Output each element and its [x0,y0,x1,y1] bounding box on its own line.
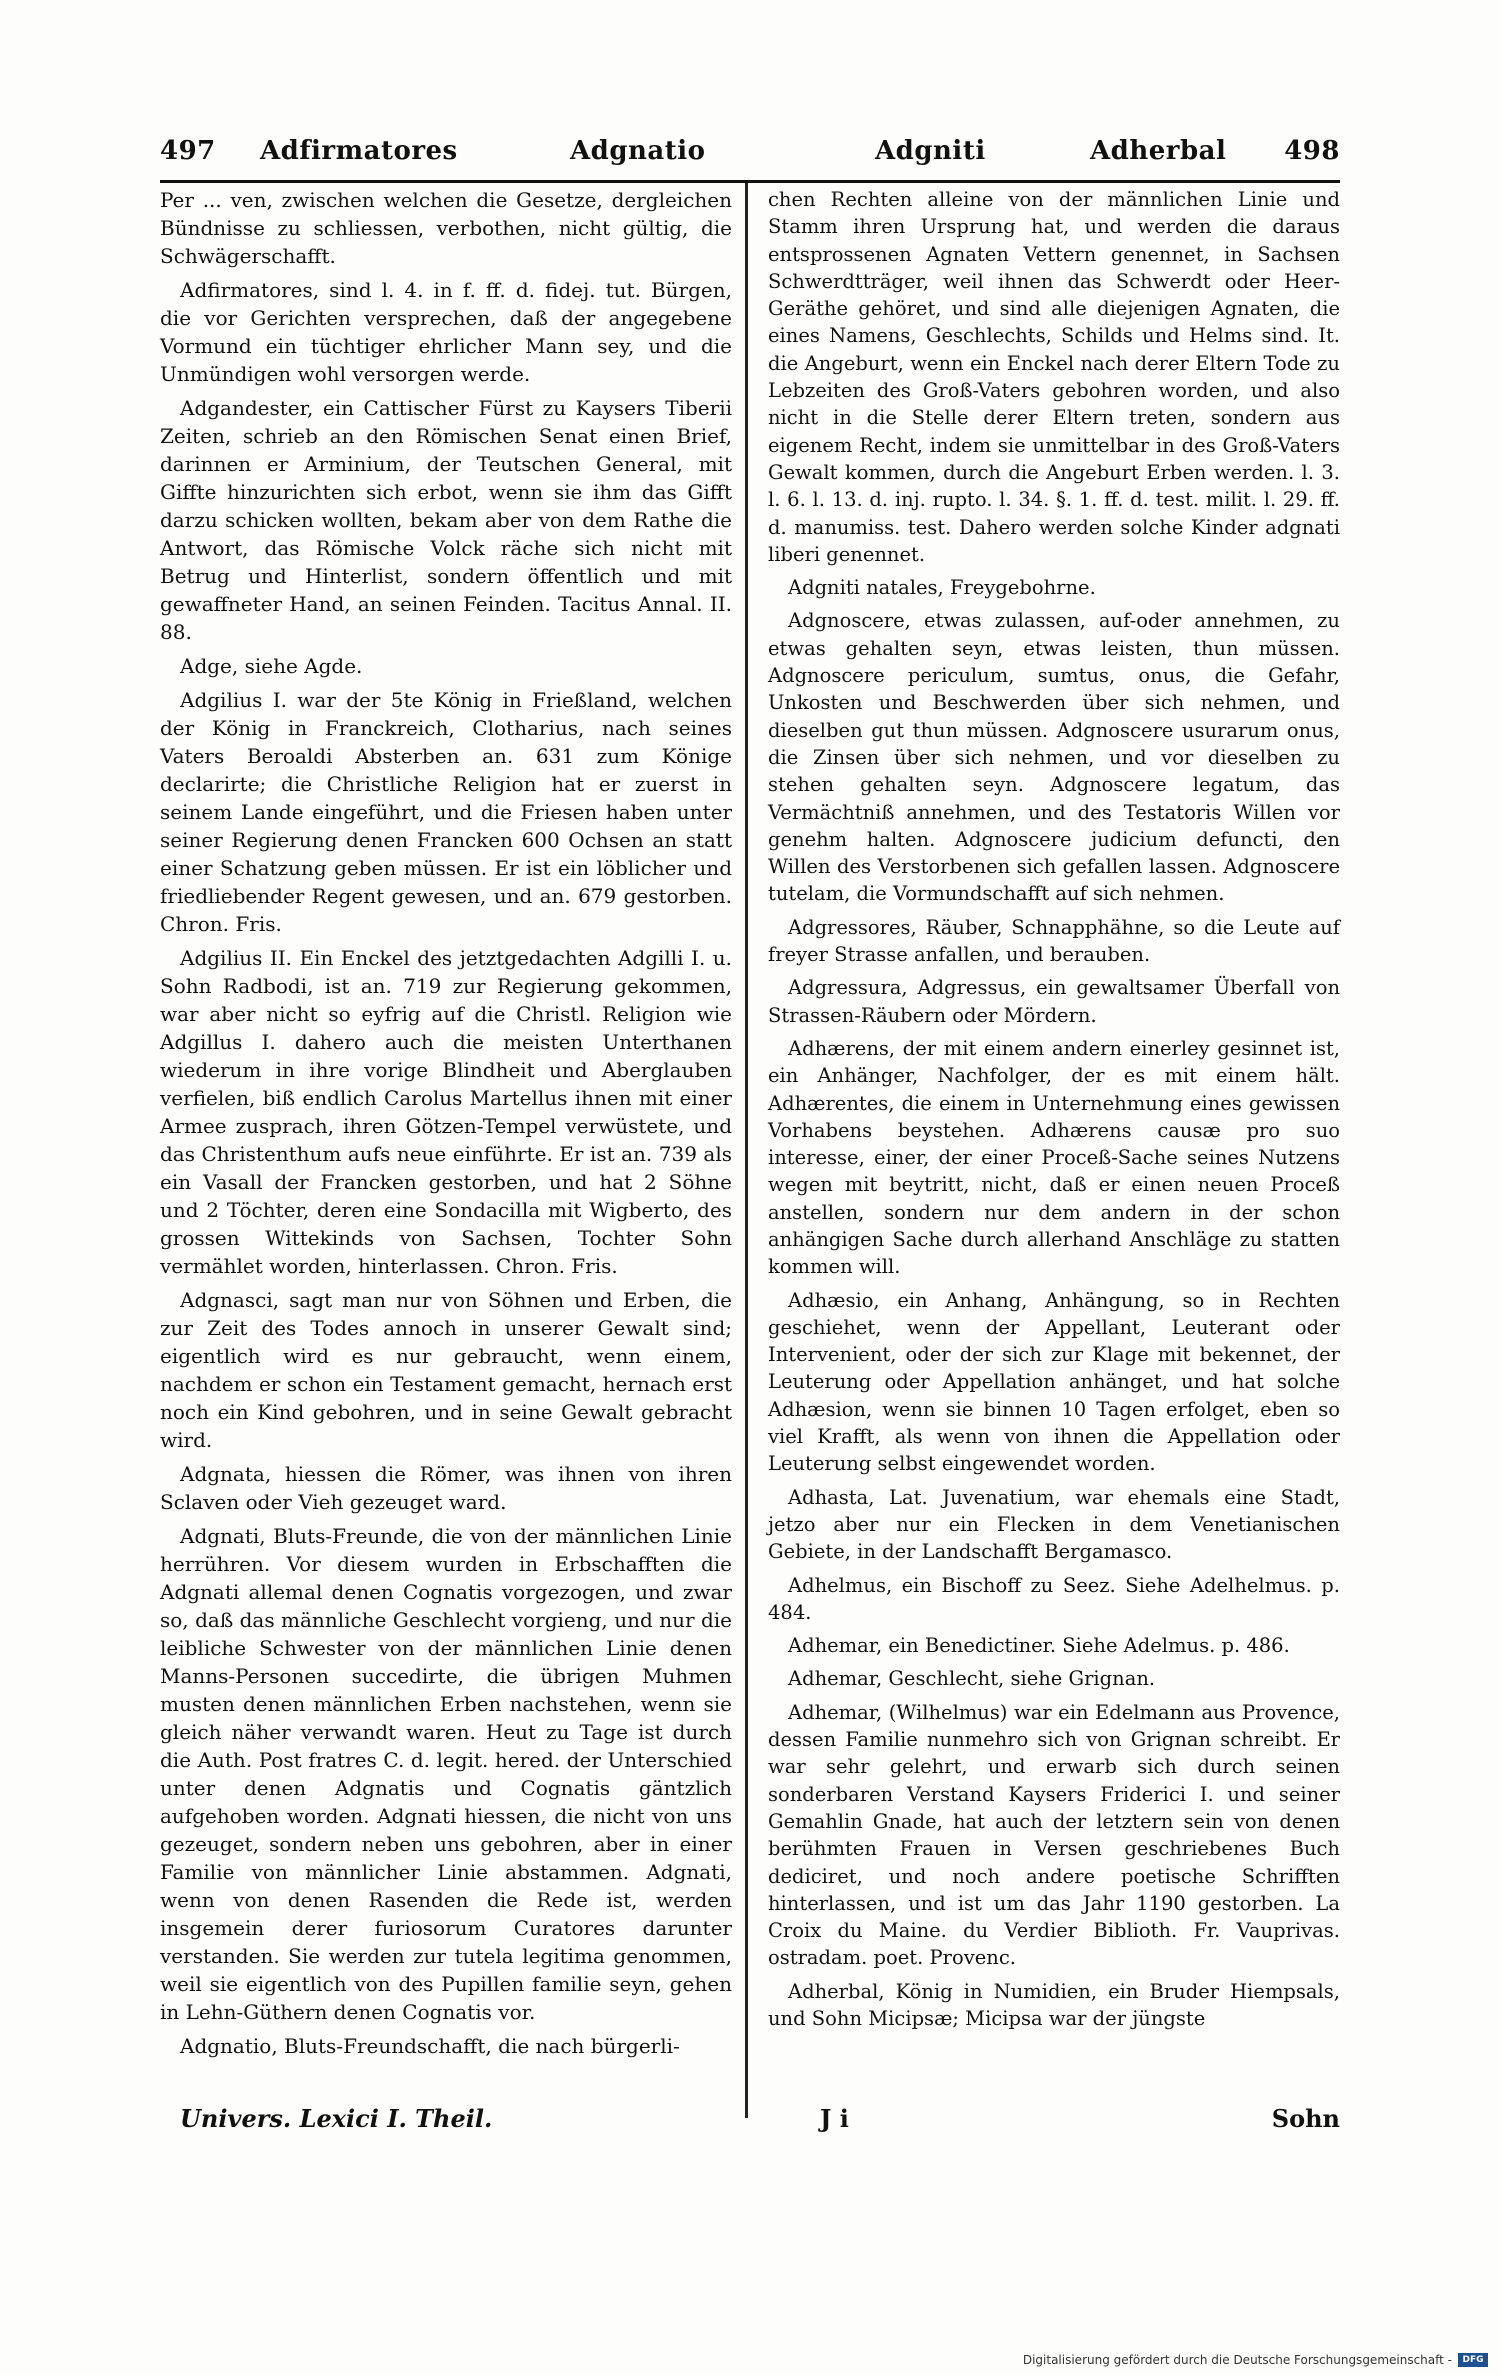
keyword-center-left: Adgnatio [570,136,706,166]
entry-paragraph: Adhemar, ein Benedictiner. Siehe Adelmus. p. 486. [788,1634,1290,1658]
keyword-center-right: Adgniti [875,136,986,166]
entry-paragraph: Adherbal, König in Numidien, ein Bruder Hiempsals, und Sohn Micipsæ; Micipsa war der jüngste [768,1979,1340,2030]
keyword-right: Adherbal [1090,136,1227,166]
entry-paragraph: Adgandester, ein Cattischer Fürst zu Kaysers Tiberii Zeiten, schrieb an den Römischen Senat einen Brief, darinnen er Arminium, der Teutschen General, mit Giffte hinzurichten sich erbot, wenn sie ihm das Gifft darzu schicken wollten, bekam aber von dem Rathe die Antwort, das Römische Volck räche sich nicht mit Betrug und Hinterlist, sondern öffentlich und mit gewaffneter Hand, an seinen Feinden. Tacitus Annal. II. 88. [160,396,732,644]
entry-paragraph: Adgnati, Bluts-Freunde, die von der männlichen Linie herrühren. Vor diesem wurden in Erbschafften die Adgnati allemal denen Cognatis vorgezogen, und zwar so, daß das männliche Geschlecht vorgieng, und nur die leibliche Schwester von der männlichen Linie denen Manns-Personen succedirte, die übrigen Muhmen musten denen männlichen Erben nachstehen, wenn sie gleich näher verwandt waren. Heut zu Tage ist durch die Auth. Post fratres C. d. legit. hered. der Unterschied unter denen Adgnatis und Cognatis gäntzlich aufgehoben worden. Adgnati hiessen, die nicht von uns gezeuget, sondern neben uns gebohren, aber in einer Familie von männlicher Linie abstammen. Adgnati, wenn von denen Rasenden die Rede ist, werden insgemein derer furiosorum Curatores darunter verstanden. Sie werden zur tutela legitima genommen, weil sie eigentlich von des Pupillen familie seyn, gehen in Lehn-Güthern denen Cognatis vor. [160,1524,732,2024]
entry-paragraph: Per ... ven, zwischen welchen die Gesetze, dergleichen Bündnisse zu schliessen, verbothen, nicht gültig, die Schwägerschafft. [160,188,732,268]
entry-paragraph: Adhemar, (Wilhelmus) war ein Edelmann aus Provence, dessen Familie nunmehro sich von Grignan schreibt. Er war sehr gelehrt, und erwarb sich durch seinen sonderbaren Verstand Kaysers Friderici I. und seiner Gemahlin Gnade, hat auch der letztern sein von denen berühmten Frauen in Versen geschriebenes Buch dediciret, und noch andere poetische Schrifften hinterlassen, und ist um das Jahr 1190 gestorben. La Croix du Maine. du Verdier Biblioth. Fr. Vauprivas. ostradam. poet. Provenc. [768,1700,1340,1970]
digitization-credit [1023,2353,1488,2367]
footer-signature: J i [820,2104,849,2133]
entry-paragraph: chen Rechten alleine von der männlichen Linie und Stamm ihren Ursprung hat, und werden die daraus entsprossenen Agnaten Vettern genennet, in Sachsen Schwerdtträger, weil ihnen das Schwerdt oder Heer-Geräthe gehöret, und sind alle diejenigen Agnaten, die eines Namens, Geschlechts, Schilds und Helms sind. It. die Angeburt, wenn ein Enckel nach derer Eltern Tode zu Lebzeiten des Groß-Vaters gebohren worden, und also nicht in die Stelle derer Eltern treten, sondern aus eigenem Recht, indem sie unmittelbar in des Groß-Vaters Gewalt kommen, durch die Angeburt Erben werden. l. 3. l. 6. l. 13. d. inj. rupto. l. 34. §. 1. ff. d. test. milit. l. 29. ff. d. manumiss. test. Dahero werden solche Kinder adgnati liberi genennet. [768,188,1340,566]
entry-paragraph: Adhæsio, ein Anhang, Anhängung, so in Rechten geschiehet, wenn der Appellant, Leuterant oder Intervenient, oder der sich zur Klage mit bekennet, der Leuterung oder Appellation anhänget, und hat solche Adhæsion, wenn sie binnen 10 Tagen erfolget, eben so viel Krafft, als wenn von ihnen die Appellation oder Leuterung selbst eingewendet worden. [768,1288,1340,1476]
entry-paragraph: Adgressores, Räuber, Schnapphähne, so die Leute auf freyer Strasse anfallen, und berauben. [768,915,1340,967]
entry-paragraph: Adgnasci, sagt man nur von Söhnen und Erben, die zur Zeit des Todes annoch in unserer Gewalt sind; eigentlich wird es nur gebraucht, wenn einem, nachdem er schon ein Testament gemacht, hernach erst noch ein Kind gebohren, und in seine Gewalt gebracht wird. [160,1288,732,1452]
page-number-right: 498 [1284,136,1340,166]
entry-paragraph: Adgnatio, Bluts-Freundschafft, die nach bürgerli- [180,2034,680,2058]
entry-paragraph: Adhelmus, ein Bischoff zu Seez. Siehe Adelhelmus. p. 484. [768,1573,1340,1624]
entry-paragraph: Adgressura, Adgressus, ein gewaltsamer Überfall von Strassen-Räubern oder Mördern. [768,976,1340,1027]
entry-paragraph: Adgnoscere, etwas zulassen, auf-oder annehmen, zu etwas gehalten seyn, etwas leisten, thun müssen. Adgnoscere periculum, sumtus, onus, die Gefahr, Unkosten und Beschwerden über sich nehmen, und dieselben gut thun müssen. Adgnoscere usurarum onus, die Zinsen über sich nehmen, und vor dieselben zu stehen gehalten seyn. Adgnoscere legatum, das Vermächtniß annehmen, und des Testatoris Willen vor genehm halten. Adgnoscere judicium defuncti, den Willen des Verstorbenen sich gefallen lassen. Adgnoscere tutelam, die Vormundschafft auf sich nehmen. [768,609,1340,906]
entry-paragraph: Adhemar, Geschlecht, siehe Grignan. [788,1667,1156,1691]
entry-paragraph: Adgnata, hiessen die Römer, was ihnen von ihren Sclaven oder Vieh gezeuget ward. [160,1462,732,1514]
page-number-left: 497 [160,136,216,166]
entry-paragraph: Adhasta, Lat. Juvenatium, war ehemals eine Stadt, jetzo aber nur ein Flecken in dem Venetianischen Gebiete, in der Landschafft Bergamasco. [768,1485,1340,1564]
entry-paragraph: Adge, siehe Agde. [180,654,363,678]
entry-paragraph: Adfirmatores, sind l. 4. in f. ff. d. fidej. tut. Bürgen, die vor Gerichten versprechen, daß der angegebene Vormund ein tüchtiger ehrlicher Mann sey, und die Unmündigen wohl versorgen werde. [160,278,732,386]
column-divider [745,183,748,2118]
left-column [160,186,732,2066]
credit-text: Digitalisierung gefördert durch die Deutsche Forschungsgemeinschaft - [1022,2353,1452,2367]
right-column [768,186,1340,2038]
entry-paragraph: Adgilius I. war der 5te König in Frießland, welchen der König in Franckreich, Clotharius, nach seines Vaters Beroaldi Absterben an. 631 zum Könige declarirte; die Christliche Religion hat er zuerst in seinem Lande eingeführt, und die Friesen haben unter seiner Regierung denen Francken 600 Ochsen an statt einer Schatzung geben müssen. Er ist ein löblicher und friedliebender Regent gewesen, und an. 679 gestorben. Chron. Fris. [160,688,732,936]
footer-volume-title: Univers. Lexici I. Theil. [180,2104,493,2133]
header-rule [160,180,1340,183]
running-header [160,130,1340,176]
entry-paragraph: Adgilius II. Ein Enckel des jetztgedachten Adgilli I. u. Sohn Radbodi, ist an. 719 zur Regierung gekommen, war aber nicht so eyfrig auf die Christl. Religion wie Adgillus I. dahero auch die meisten Unterthanen wiederum in ihre vorige Blindheit und Aberglauben verfielen, biß endlich Carolus Martellus ihnen mit einer Armee zusprach, ihren Götzen-Tempel verwüstete, und das Christenthum aufs neue einführte. Er ist an. 739 als ein Vasall der Francken gestorben, und hat 2 Söhne und 2 Töchter, deren eine Sondacilla mit Wigberto, des grossen Wittekinds von Sachsen, Tochter Sohn vermählet worden, hinterlassen. Chron. Fris. [160,946,732,1278]
keyword-left: Adfirmatores [260,136,458,166]
entry-paragraph: Adhærens, der mit einem andern einerley gesinnet ist, ein Anhänger, Nachfolger, der es mit einem hält. Adhærentes, die einem in Unternehmung eines gewissen Vorhabens beystehen. Adhærens causæ pro suo interesse, einer, der einer Proceß-Sache seines Nutzens wegen mit beytritt, nicht, daß er einen neuen Proceß anstellen, sondern nur dem andern in der schon anhängigen Sache durch allerhand Anschläge zu statten kommen will. [768,1036,1340,1279]
entry-paragraph: Adgniti natales, Freygebohrne. [788,576,1096,600]
dfg-logo-icon: DFG [1458,2353,1488,2367]
footer-catchword: Sohn [1271,2104,1340,2133]
